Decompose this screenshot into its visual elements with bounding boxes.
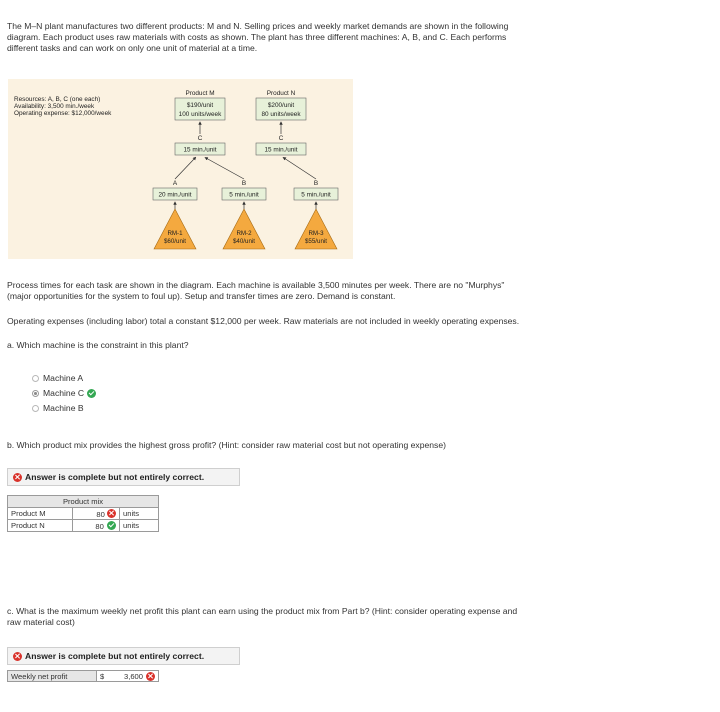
product-n-demand: 80 units/week	[261, 111, 301, 118]
product-m-label: Product M	[8, 508, 73, 520]
weekly-net-profit-input[interactable]	[97, 670, 159, 682]
weekly-net-profit-label: Weekly net profit	[7, 670, 97, 682]
question-b-status-text: Answer is complete but not entirely correct.	[25, 472, 205, 482]
arrow-a-to-c	[175, 158, 195, 179]
product-m-input[interactable]	[73, 508, 120, 520]
correct-check-icon	[87, 389, 96, 398]
resources-text: Resources: A, B, C (one each)	[14, 96, 101, 103]
currency-symbol: $	[100, 671, 105, 681]
machine-c-m-letter: C	[197, 135, 203, 142]
product-m-demand: 100 units/week	[178, 111, 222, 118]
question-c-status-text: Answer is complete but not entirely correct.	[25, 651, 205, 661]
question-b-status	[7, 468, 240, 486]
incorrect-x-icon	[13, 473, 22, 482]
intro-line-2: diagram. Each product uses raw materials with costs as shown. The plant has three different machines: A, B, and C. Each performs	[7, 32, 507, 42]
opex-paragraph: Operating expenses (including labor) total a constant $12,000 per week. Raw materials are not included in weekly operating expenses.	[7, 316, 520, 326]
table-row	[8, 508, 159, 520]
product-mix-header: Product mix	[8, 496, 159, 508]
question-c-status	[7, 647, 240, 665]
machine-b-right-letter: B	[313, 180, 319, 187]
machine-b-mid-letter: B	[241, 180, 247, 187]
product-mix-table	[7, 495, 159, 532]
machine-b-right-time: 5 min./unit	[301, 191, 331, 199]
rm2-name: RM-2	[236, 230, 252, 237]
product-n-title: Product N	[266, 90, 296, 97]
incorrect-x-icon	[107, 509, 116, 518]
radio-machine-a[interactable]	[32, 375, 39, 382]
product-m-unit: units	[120, 508, 159, 520]
question-b-prompt: b. Which product mix provides the highest gross profit? (Hint: consider raw material cost but not operating expense)	[7, 440, 446, 450]
product-n-unit: units	[120, 520, 159, 532]
option-machine-c-label: Machine C	[43, 388, 85, 398]
question-c-prompt-line-1: c. What is the maximum weekly net profit this plant can earn using the product mix from Part b? (Hint: consider operating expense and	[7, 606, 518, 616]
machine-a-letter: A	[172, 180, 178, 187]
intro-line-3: different tasks and can work on only one unit of material at a time.	[7, 43, 258, 53]
machine-c-n-letter: C	[278, 135, 284, 142]
product-n-input[interactable]	[73, 520, 120, 532]
product-n-label: Product N	[8, 520, 73, 532]
process-line-2: (major opportunities for the system to foul up). Setup and transfer times are zero. Demand is constant.	[7, 291, 396, 301]
question-a-prompt: a. Which machine is the constraint in this plant?	[7, 340, 189, 350]
machine-c-n-time: 15 min./unit	[264, 146, 298, 154]
rm3-name: RM-3	[308, 230, 324, 237]
option-machine-c[interactable]	[32, 388, 96, 398]
incorrect-x-icon	[13, 652, 22, 661]
option-machine-a[interactable]	[32, 373, 83, 383]
availability-text: Availability: 3,500 min./week	[14, 103, 95, 110]
rm1-cost: $60/unit	[163, 238, 187, 245]
plant-diagram-svg	[8, 79, 353, 259]
table-row	[8, 520, 159, 532]
arrow-b-to-cm	[206, 158, 244, 179]
intro-line-1: The M–N plant manufactures two different products: M and N. Selling prices and weekly market demands are shown in the following	[7, 21, 509, 31]
plant-diagram	[8, 79, 353, 259]
rm3-cost: $55/unit	[304, 238, 328, 245]
product-n-price: $200/unit	[267, 102, 295, 109]
machine-a-time: 20 min./unit	[158, 191, 192, 199]
option-machine-b-label: Machine B	[43, 403, 84, 413]
rm2-cost: $40/unit	[232, 238, 256, 245]
radio-machine-c[interactable]	[32, 390, 39, 397]
opex-text: Operating expense: $12,000/week	[14, 110, 112, 117]
product-m-value: 80	[96, 509, 105, 519]
question-c-prompt-line-2: raw material cost)	[7, 617, 75, 627]
product-m-price: $190/unit	[186, 102, 214, 109]
weekly-net-profit-row	[7, 670, 159, 682]
arrow-b-to-cn	[284, 158, 316, 179]
machine-b-mid-time: 5 min./unit	[229, 191, 259, 199]
process-line-1: Process times for each task are shown in the diagram. Each machine is available 3,500 minutes per week. There are no "Murphys"	[7, 280, 505, 290]
product-n-value: 80	[95, 521, 104, 531]
correct-check-icon	[107, 521, 116, 530]
rm1-name: RM-1	[167, 230, 183, 237]
machine-c-m-time: 15 min./unit	[183, 146, 217, 154]
product-m-title: Product M	[185, 90, 215, 97]
option-machine-a-label: Machine A	[43, 373, 84, 383]
weekly-net-profit-value: 3,600	[123, 671, 143, 681]
option-machine-b[interactable]	[32, 403, 84, 413]
incorrect-x-icon	[146, 672, 155, 681]
radio-machine-b[interactable]	[32, 405, 39, 412]
